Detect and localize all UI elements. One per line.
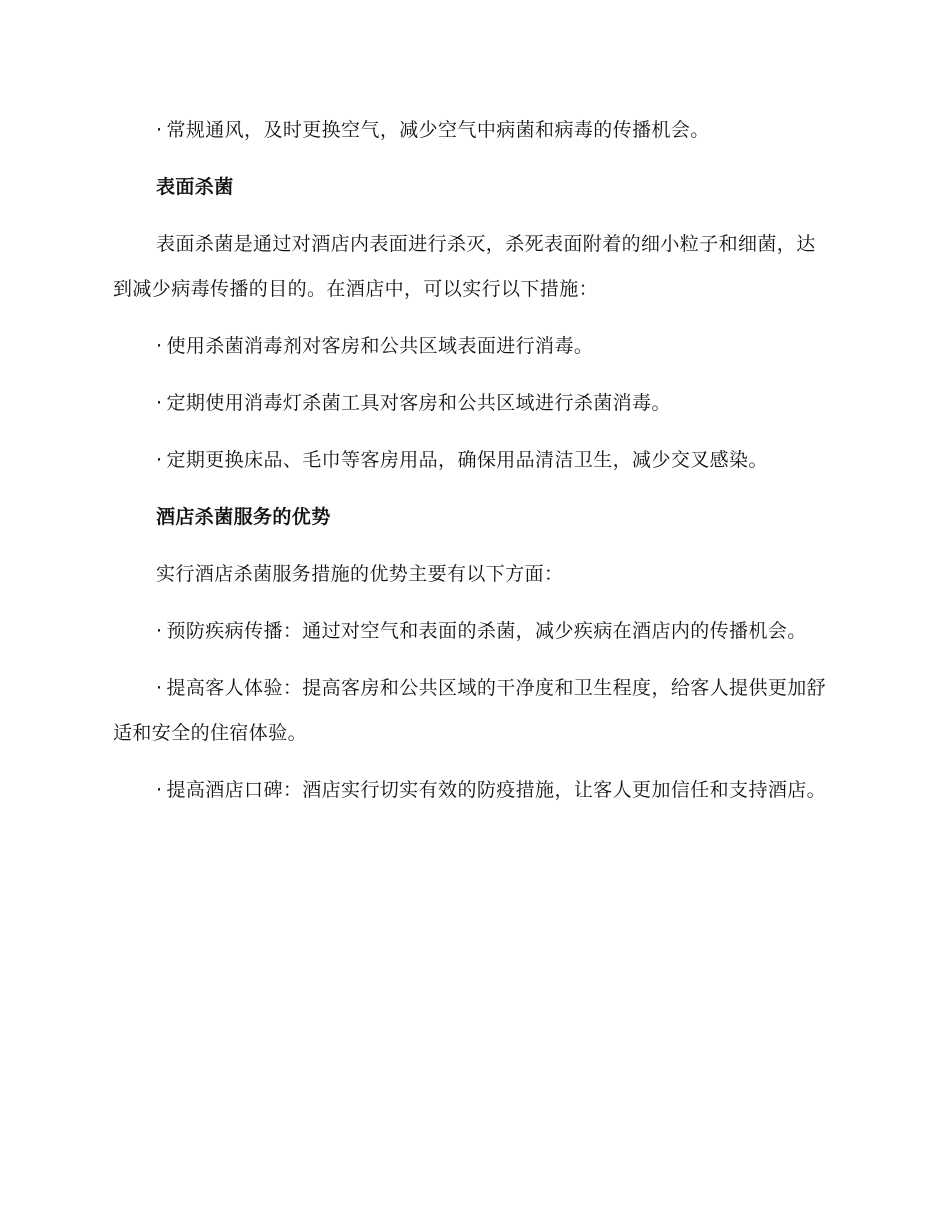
bullet-disinfectant — [113, 324, 833, 369]
bullet-linen-replacement — [113, 438, 833, 483]
bullet-text: 提高客人体验：提高客房和公共区域的干净度和卫生程度，给客人提供更加舒适和安全的住宿体验。 — [113, 677, 827, 744]
bullet-ventilation — [113, 108, 833, 153]
bullet-marker: · — [156, 335, 163, 357]
bullet-hotel-reputation — [113, 768, 833, 813]
bullet-text: 提高酒店口碑：酒店实行切实有效的防疫措施，让客人更加信任和支持酒店。 — [166, 779, 827, 801]
document-body — [113, 108, 833, 825]
bullet-text: 定期更换床品、毛巾等客房用品，确保用品清洁卫生，减少交叉感染。 — [166, 449, 768, 471]
paragraph-surface-intro: 表面杀菌是通过对酒店内表面进行杀灭，杀死表面附着的细小粒子和细菌，达到减少病毒传播的目的。在酒店中，可以实行以下措施： — [113, 233, 816, 300]
bullet-marker: · — [156, 449, 163, 471]
bullet-text: 预防疾病传播：通过对空气和表面的杀菌，减少疾病在酒店内的传播机会。 — [166, 620, 807, 642]
bullet-text: 常规通风，及时更换空气，减少空气中病菌和病毒的传播机会。 — [166, 119, 710, 141]
bullet-marker: · — [156, 779, 163, 801]
section-heading-advantages: 酒店杀菌服务的优势 — [156, 506, 331, 528]
bullet-marker: · — [156, 119, 163, 141]
paragraph-advantages-intro: 实行酒店杀菌服务措施的优势主要有以下方面： — [156, 563, 564, 585]
bullet-prevent-disease — [113, 609, 833, 654]
bullet-marker: · — [156, 620, 163, 642]
bullet-marker: · — [156, 677, 163, 699]
bullet-marker: · — [156, 392, 163, 414]
bullet-text: 使用杀菌消毒剂对客房和公共区域表面进行消毒。 — [166, 335, 594, 357]
bullet-text: 定期使用消毒灯杀菌工具对客房和公共区域进行杀菌消毒。 — [166, 392, 671, 414]
bullet-guest-experience — [113, 666, 833, 756]
section-heading-surface-sterilization: 表面杀菌 — [156, 176, 234, 198]
bullet-uv-lamp — [113, 381, 833, 426]
